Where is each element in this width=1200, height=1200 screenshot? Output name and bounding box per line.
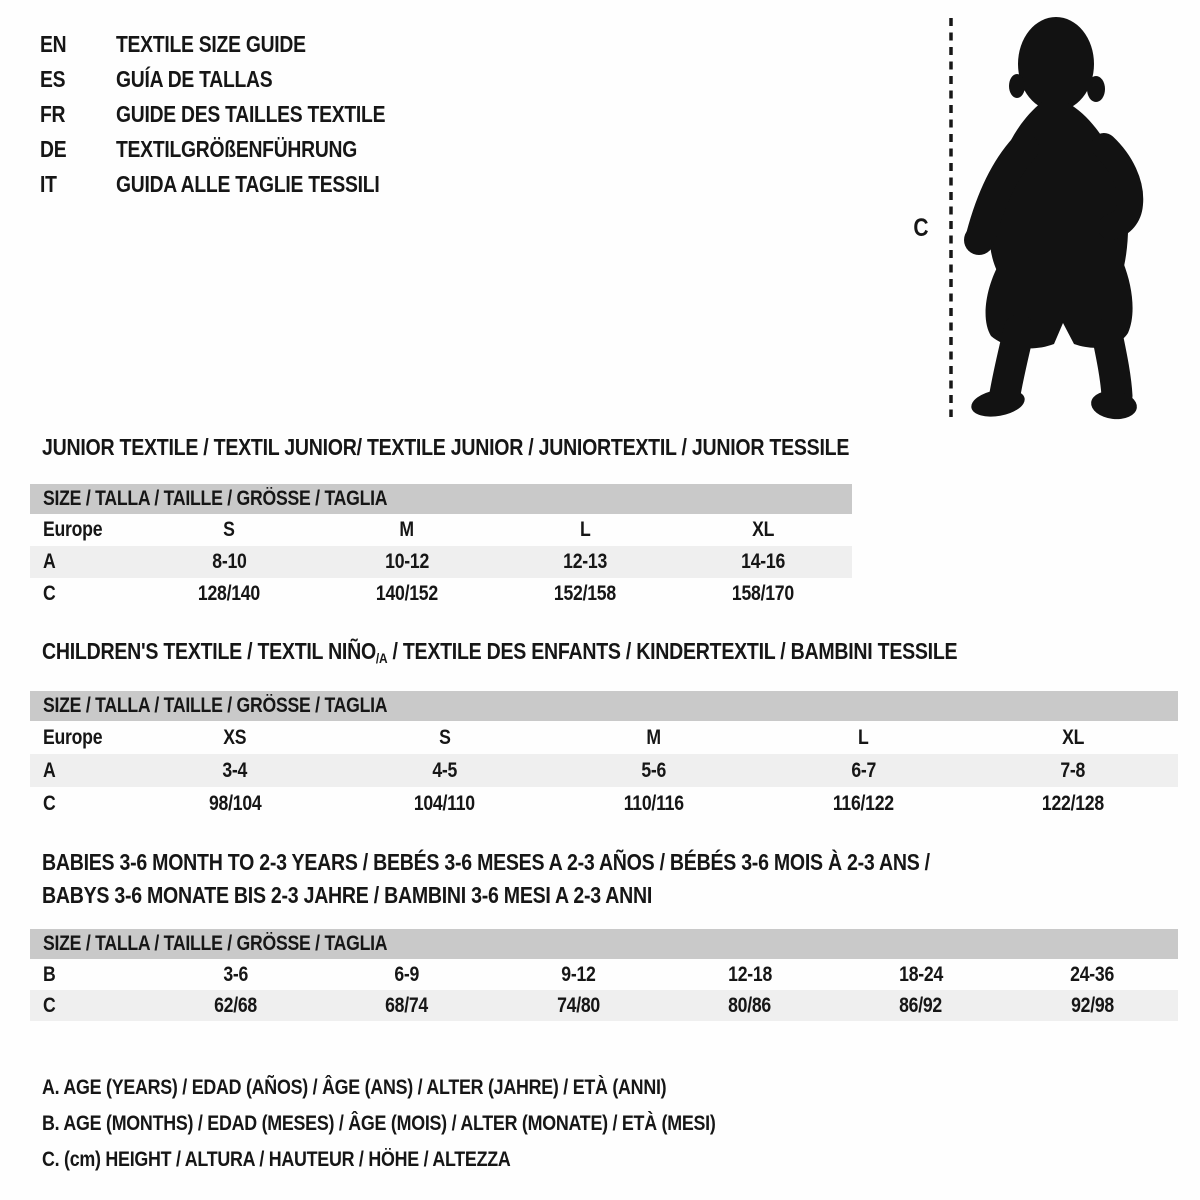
row-label: C [43, 993, 56, 1017]
table-row-europe [30, 721, 1178, 754]
value-cell: 12-18 [727, 962, 772, 986]
language-title: GUÍA DE TALLAS [116, 66, 273, 92]
language-row-it [40, 167, 437, 202]
babies-title-line2: BABYS 3-6 MONATE BIS 2-3 JAHRE / BAMBINI 3-6 MESI A 2-3 ANNI [42, 882, 653, 908]
legend-line-c: C. (cm) HEIGHT / ALTURA / HAUTEUR / HÖHE / ALTEZZA [42, 1148, 511, 1171]
size-cell: S [223, 518, 235, 541]
row-label: Europe [43, 518, 103, 541]
junior-size-table [30, 484, 852, 610]
toddler-figure-icon [964, 17, 1139, 422]
value-cell: 128/140 [197, 582, 261, 605]
baby-silhouette [893, 8, 1163, 422]
value-cell: 86/92 [899, 993, 943, 1017]
legend-line-b: B. AGE (MONTHS) / EDAD (MESES) / ÂGE (MOIS) / ALTER (MONATE) / ETÀ (MESI) [42, 1112, 716, 1135]
language-title: TEXTILGRÖßENFÜHRUNG [116, 136, 358, 162]
row-label: C [43, 582, 56, 605]
size-cell: L [858, 725, 869, 749]
babies-title-line1: BABIES 3-6 MONTH TO 2-3 YEARS / BEBÉS 3-6 MESES A 2-3 AÑOS / BÉBÉS 3-6 MOIS À 2-3 ANS / [42, 849, 930, 875]
value-cell: 24-36 [1070, 962, 1115, 986]
language-row-es [40, 62, 437, 97]
children-size-table [30, 691, 1178, 820]
value-cell: 6-9 [394, 962, 420, 986]
size-cell: M [399, 518, 415, 541]
language-code: FR [40, 101, 66, 127]
children-title-text: / TEXTILE DES ENFANTS / KINDERTEXTIL / BAMBINI TESSILE [387, 638, 958, 664]
language-title: GUIDE DES TAILLES TEXTILE [116, 101, 386, 127]
value-cell: 7-8 [1060, 758, 1086, 782]
value-cell: 5-6 [641, 758, 667, 782]
row-label-cell [30, 963, 150, 987]
row-label: Europe [43, 725, 103, 749]
junior-section-title: JUNIOR TEXTILE / TEXTIL JUNIOR/ TEXTILE JUNIOR / JUNIORTEXTIL / JUNIOR TESSILE [42, 434, 850, 460]
table-row-age-months [30, 959, 1178, 990]
row-label: A [43, 550, 56, 573]
row-label-cell [30, 582, 140, 606]
value-cell: 158/170 [731, 582, 795, 605]
value-cell: 110/116 [623, 791, 685, 815]
measure-legend [42, 1070, 834, 1178]
children-title-subscript: /A [375, 650, 388, 666]
language-code: DE [40, 136, 67, 162]
value-cell: 3-6 [223, 962, 249, 986]
row-label: C [43, 791, 56, 815]
value-cell: 18-24 [899, 962, 943, 986]
language-title: GUIDA ALLE TAGLIE TESSILI [116, 171, 380, 197]
value-cell: 12-13 [563, 550, 607, 573]
size-header-label: SIZE / TALLA / TAILLE / GRÖSSE / TAGLIA [43, 694, 388, 717]
value-cell: 92/98 [1070, 993, 1114, 1017]
language-row-de [40, 132, 437, 167]
value-cell: 122/128 [1042, 791, 1105, 815]
table-row-height [30, 787, 1178, 820]
language-list [40, 27, 437, 202]
value-cell: 9-12 [561, 962, 596, 986]
size-cell: XL [751, 518, 775, 541]
language-title: TEXTILE SIZE GUIDE [116, 31, 306, 57]
value-cell: 74/80 [556, 993, 600, 1017]
row-label-cell [30, 994, 150, 1018]
value-cell: 104/110 [413, 791, 475, 815]
size-header-bar [30, 691, 1178, 721]
height-measure-label: C [913, 214, 929, 242]
size-header-label: SIZE / TALLA / TAILLE / GRÖSSE / TAGLIA [43, 932, 388, 955]
value-cell: 140/152 [375, 582, 439, 605]
row-label-cell [30, 759, 130, 783]
value-cell: 62/68 [214, 993, 258, 1017]
value-cell: 10-12 [385, 550, 429, 573]
size-cell: XL [1062, 725, 1085, 749]
value-cell: 68/74 [385, 993, 429, 1017]
children-title-text: CHILDREN'S TEXTILE / TEXTIL NIÑO [42, 638, 376, 664]
babies-section-title [42, 846, 1087, 912]
size-header-bar [30, 484, 852, 514]
children-section-title [42, 638, 957, 666]
value-cell: 116/122 [833, 791, 895, 815]
language-code: EN [40, 31, 67, 57]
row-label-cell [30, 792, 130, 816]
table-row-height [30, 578, 852, 610]
table-row-age-years [30, 546, 852, 578]
row-label: B [43, 962, 56, 986]
value-cell: 80/86 [728, 993, 772, 1017]
value-cell: 4-5 [432, 758, 457, 782]
row-label-cell [30, 726, 130, 750]
value-cell: 98/104 [208, 791, 262, 815]
table-row-age-years [30, 754, 1178, 787]
row-label-cell [30, 550, 140, 574]
size-cell: L [579, 518, 591, 541]
value-cell: 3-4 [222, 758, 248, 782]
value-cell: 152/158 [553, 582, 617, 605]
size-cell: XS [223, 725, 247, 749]
size-header-label: SIZE / TALLA / TAILLE / GRÖSSE / TAGLIA [43, 487, 388, 510]
language-code: ES [40, 66, 66, 92]
table-row-europe [30, 514, 852, 546]
language-row-en [40, 27, 437, 62]
size-cell: M [646, 725, 662, 749]
table-row-height [30, 990, 1178, 1021]
value-cell: 14-16 [741, 550, 785, 573]
size-cell: S [438, 725, 451, 749]
legend-line-a: A. AGE (YEARS) / EDAD (AÑOS) / ÂGE (ANS) / ALTER (JAHRE) / ETÀ (ANNI) [42, 1076, 667, 1099]
language-row-fr [40, 97, 437, 132]
babies-size-table [30, 929, 1178, 1021]
row-label: A [43, 758, 56, 782]
value-cell: 6-7 [851, 758, 876, 782]
language-code: IT [40, 171, 57, 197]
row-label-cell [30, 518, 140, 542]
size-header-bar [30, 929, 1178, 959]
value-cell: 8-10 [211, 550, 247, 573]
